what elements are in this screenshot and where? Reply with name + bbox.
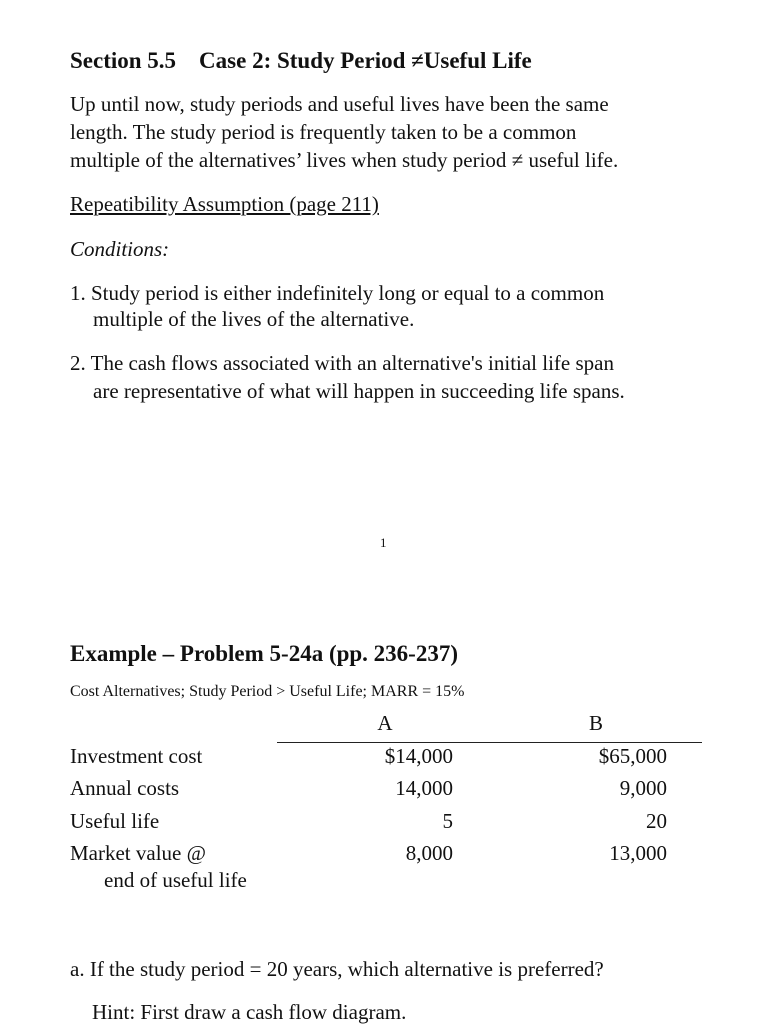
condition-1-line-1: 1. Study period is either indefinitely long or equal to a common [70,281,605,305]
cell-b-useful-life: 20 [646,809,667,833]
condition-2-line-2: are representative of what will happen in succeeding life spans. [93,379,625,403]
example-subtitle: Cost Alternatives; Study Period > Useful Life; MARR = 15% [70,683,465,700]
page-number: 1 [380,535,387,550]
row-label-market-value-continuation: end of useful life [104,868,247,892]
cell-b-annual: 9,000 [619,776,667,800]
row-label-annual: Annual costs [70,776,180,800]
cell-b-investment: $65,000 [598,744,667,768]
cell-a-investment: $14,000 [384,744,453,768]
row-label-investment: Investment cost [70,744,203,768]
cell-b-market-value: 13,000 [609,841,667,865]
cell-a-market-value: 8,000 [405,841,453,865]
hint: Hint: First draw a cash flow diagram. [92,1000,407,1024]
intro-line-3: multiple of the alternatives’ lives when study period ≠ useful life. [70,148,619,172]
cell-a-useful-life: 5 [442,809,453,833]
conditions-label: Conditions: [70,237,170,261]
intro-line-2: length. The study period is frequently taken to be a common [70,120,577,144]
column-header-b: B [588,711,603,735]
column-header-a: A [377,711,393,735]
section-title: Section 5.5 Case 2: Study Period ≠Useful Life [70,48,532,73]
intro-line-1: Up until now, study periods and useful lives have been the same [70,92,609,116]
row-label-market-value: Market value @ [70,841,206,865]
cell-a-annual: 14,000 [395,776,453,800]
row-label-useful-life: Useful life [70,809,160,833]
example-title: Example – Problem 5-24a (pp. 236-237) [70,641,459,666]
assumption-heading: Repeatibility Assumption (page 211) [70,192,379,216]
condition-2-line-1: 2. The cash flows associated with an alternative's initial life span [70,351,614,375]
question-a: a. If the study period = 20 years, which alternative is preferred? [70,957,604,981]
condition-1-line-2: multiple of the lives of the alternative. [93,307,415,331]
